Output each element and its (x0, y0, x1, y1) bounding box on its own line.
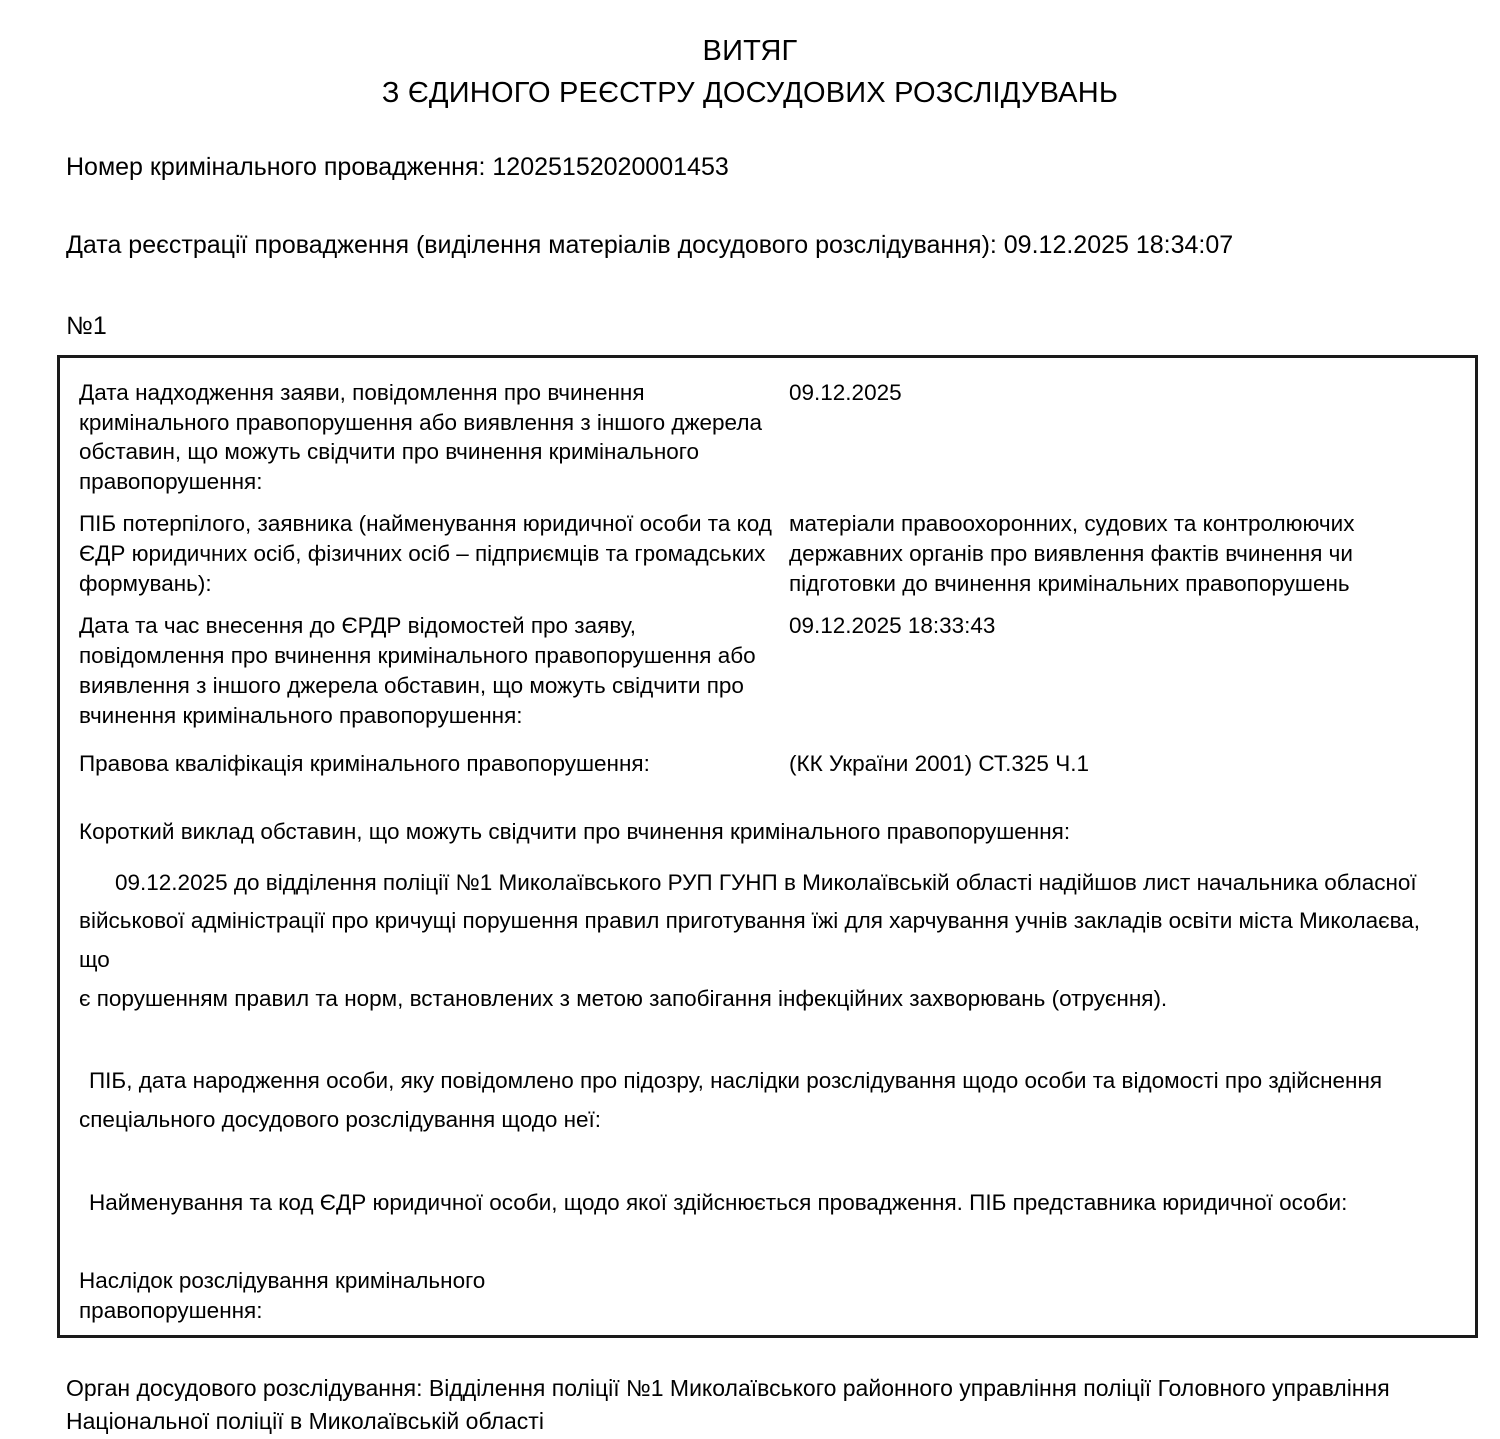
case-number-line: Номер кримінального провадження: 12025152020001453 (66, 153, 729, 182)
summary-line: військової адміністрації про кричущі порушення правил приготування їжі для харчування учнів закладів освіти міста Миколаєва, що (79, 908, 1421, 972)
summary-narrative (60, 864, 1475, 1019)
title-line-secondary: З ЄДИНОГО РЕЄСТРУ ДОСУДОВИХ РОЗСЛІДУВАНЬ (381, 77, 1119, 110)
row-value-victim-applicant: матеріали правоохоронних, судових та контролюючих державних органів про виявлення фактів вчинення чи підготовки до вчинення кримінальних правопорушень (789, 511, 1355, 597)
section-marker: №1 (66, 312, 107, 341)
investigation-outcome-label (60, 1266, 1475, 1325)
title-line-primary: ВИТЯГ (702, 35, 798, 67)
row-label-erdr-entry-datetime: Дата та час внесення до ЄРДР відомостей про заяву, повідомлення про вчинення кримінального правопорушення або виявлення з іншого джерела обставин, що можуть свідчити про вчинення кримінального правопорушення: (79, 613, 756, 728)
record-table (57, 355, 1478, 1338)
row-value-erdr-entry-datetime: 09.12.2025 18:33:43 (789, 613, 996, 639)
suspect-details-label: ПІБ, дата народження особи, яку повідомлено про підозру, наслідки розслідування щодо особи та відомості про здійснення спеціального досудового розслідування щодо неї: (79, 1068, 1383, 1132)
summary-line: є порушенням правил та норм, встановлених з метою запобігання інфекційних захворювань (отруєння). (79, 985, 1168, 1011)
row-value-legal-qualification: (КК України 2001) СТ.325 Ч.1 (789, 750, 1089, 776)
row-value-application-date: 09.12.2025 (789, 379, 902, 405)
table-row (60, 372, 1475, 504)
row-label-application-date: Дата надходження заяви, повідомлення про вчинення кримінального правопорушення або виявлення з іншого джерела обставин, що можуть свідчити про вчинення кримінального правопорушення: (79, 379, 762, 495)
summary-heading: Короткий виклад обставин, що можуть свідчити про вчинення кримінального правопорушення: (79, 818, 1071, 844)
investigation-body-line: Орган досудового розслідування: Відділення поліції №1 Миколаївського районного управління поліції Головного управління Національної поліції в Миколаївській області (66, 1374, 1390, 1435)
table-row (60, 605, 1475, 737)
registration-date-line: Дата реєстрації провадження (виділення матеріалів досудового розслідування): 09.12.2025 18:34:07 (66, 230, 1234, 259)
table-row (60, 503, 1475, 605)
row-label-legal-qualification: Правова кваліфікація кримінального правопорушення: (79, 750, 650, 776)
outcome-label-line-2: правопорушення: (79, 1297, 263, 1323)
summary-line: 09.12.2025 до відділення поліції №1 Миколаївського РУП ГУНП в Миколаївській області надійшов лист начальника обласної (115, 869, 1417, 895)
row-label-victim-applicant: ПІБ потерпілого, заявника (найменування юридичної особи та код ЄДР юридичних осіб, фізичних осіб – підприємців та громадських формувань): (79, 511, 772, 597)
document-title (0, 0, 1500, 114)
outcome-label-line-1: Наслідок розслідування кримінального (79, 1268, 486, 1294)
legal-entity-label: Найменування та код ЄДР юридичної особи, щодо якої здійснюється провадження. ПІБ представника юридичної особи: (89, 1189, 1348, 1215)
table-row (60, 737, 1475, 789)
